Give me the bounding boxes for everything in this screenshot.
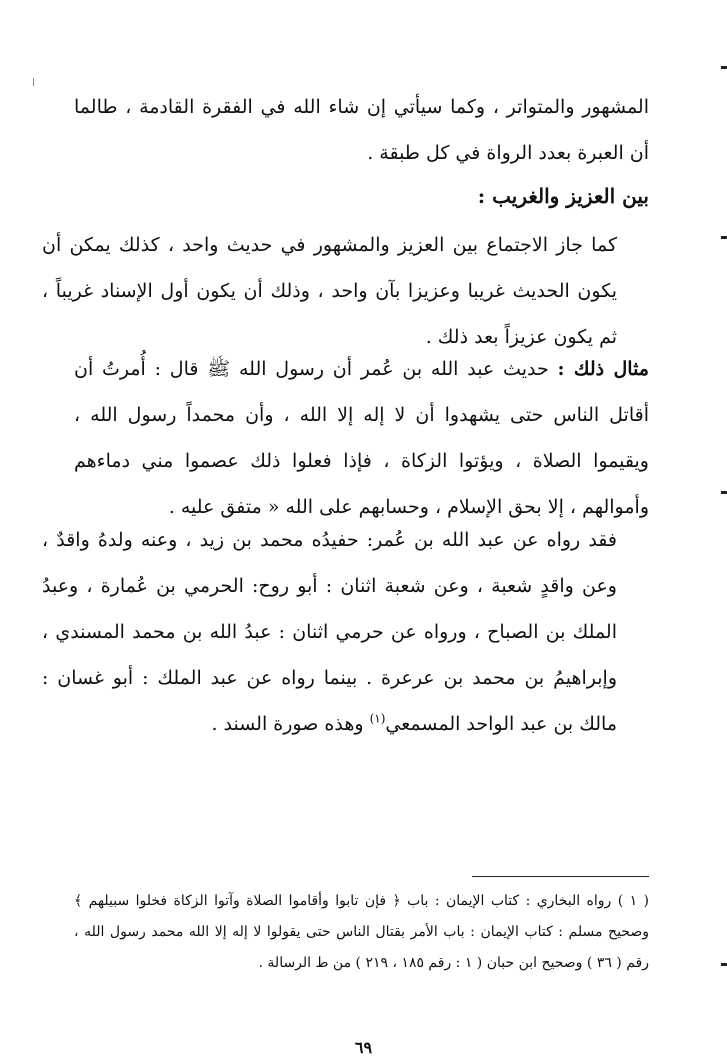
- scan-tick: [33, 78, 34, 86]
- chain-text-end: وهذه صورة السند .: [211, 713, 364, 735]
- paragraph-example: [74, 346, 649, 530]
- paragraph-explanation: كما جاز الاجتماع بين العزيز والمشهور في حديث واحد ، كذلك يمكن أن يكون الحديث غريبا وعزيزا بآن واحد ، وذلك أن يكون أول الإسناد غريباً ، ثم يكون عزيزاً بعد ذلك .: [42, 234, 617, 348]
- footnote-separator: [472, 876, 649, 877]
- example-text: حديث عبد الله بن عُمر أن رسول الله ﷺ قال : أُمرتُ أن أقاتل الناس حتى يشهدوا أن لا إله إلا الله ، وأن محمداً رسول الله ، ويقيموا الصلاة ، ويؤتوا الزكاة ، فإذا فعلوا ذلك عصموا مني دماءهم وأموالهم ، إلا بحق الإسلام ، وحسابهم على الله « متفق عليه .: [74, 358, 649, 518]
- scan-margin-mark: [721, 491, 727, 494]
- section-heading: بين العزيز والغريب :: [477, 184, 649, 208]
- scan-margin-mark: [721, 236, 727, 239]
- footnote-reference[interactable]: (١): [369, 711, 386, 726]
- chain-text: فقد رواه عن عبد الله بن عُمر: حفيدُه محمد بن زيد ، وعنه ولدهُ واقدٌ ، وعن واقدٍ شعبة ، وعن شعبة اثنان : أبو روح: الحرمي بن عُمارة ، وعبدُ الملك بن الصباح ، ورواه عن حرمي اثنان : عبدُ الله بن محمد المسندي ، وإبراهيمُ بن محمد بن عرعرة . بينما رواه عن عبد الملك : أبو غسان : مالك بن عبد الواحد المسمعي: [42, 529, 617, 735]
- scan-margin-mark: [721, 66, 727, 69]
- example-label: مثال ذلك :: [557, 358, 649, 380]
- paragraph-continuation: المشهور والمتواتر ، وكما سيأتي إن شاء الله في الفقرة القادمة ، طالما أن العبرة بعدد الرواة في كل طبقة .: [74, 96, 649, 164]
- page-number: ٦٩: [354, 1038, 373, 1057]
- scan-margin-mark: [721, 963, 727, 966]
- paragraph-chain: [42, 517, 649, 747]
- footnote-1: ( ١ ) رواه البخاري : كتاب الإيمان : باب ﴿ فإن تابوا وأقاموا الصلاة وآتوا الزكاة فخلوا سبيلهم ﴾ وصحيح مسلم : كتاب الإيمان : باب الأمر بقتال الناس حتى يقولوا لا إله إلا الله محمد رسول الله ، رقم ( ٣٦ ) وصحيح ابن حبان ( ١ : رقم ١٨٥ ، ٢١٩ ) من ط الرسالة .: [74, 893, 649, 971]
